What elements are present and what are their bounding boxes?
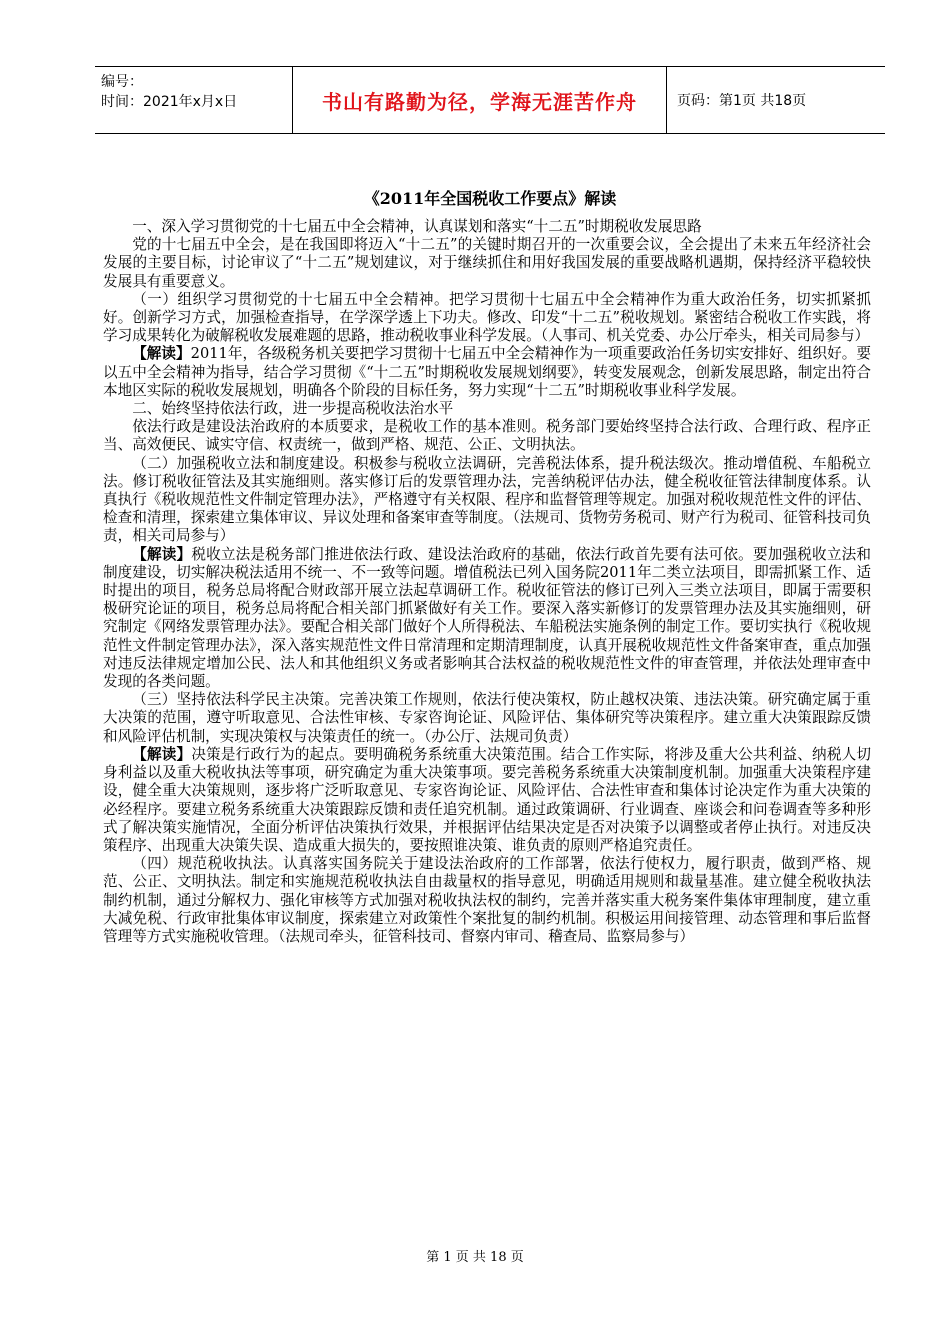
paragraph — [103, 400, 871, 418]
paragraph — [103, 691, 871, 746]
interpretation-label: 【解读】 — [132, 345, 191, 363]
paragraph — [103, 546, 871, 692]
paragraph — [103, 218, 871, 236]
paragraph — [103, 418, 871, 454]
number-label: 编号： — [101, 74, 143, 90]
header-page-info: 页码：第1页 共18页 — [677, 93, 807, 109]
page-header — [95, 66, 885, 134]
paragraph — [103, 291, 871, 346]
paragraph-text: 一、深入学习贯彻党的十七届五中全会精神，认真谋划和落实“十二五”时期税收发展思路 — [132, 218, 702, 235]
page-footer: 第 1 页 共 18 页 — [426, 1250, 524, 1265]
paragraph-text: 二、始终坚持依法行政，进一步提高税收法治水平 — [132, 400, 454, 418]
paragraph-text: 党的十七届五中全会，是在我国即将迈入“十二五”的关键时期召开的一次重要会议，全会提出了未来五年经济社会发展的主要目标，讨论审议了“十二五”规划建议，对于继续抓住和用好我国发展的重要战略机遇期，保持经济平稳较快发展具有重要意义。 — [103, 236, 871, 290]
time-label: 时间：2021年x月x日 — [101, 94, 238, 110]
paragraph-text: （一）组织学习贯彻党的十七届五中全会精神。把学习贯彻十七届五中全会精神作为重大政治任务，切实抓紧抓好。创新学习方式，加强检查指导，在学深学透上下功夫。修改、印发“十二五”税收规划。紧密结合税收工作实践，将学习成果转化为破解税收发展难题的思路，推动税收事业科学发展。（人事司、机关党委、办公厅牵头，相关司局参与） — [103, 290, 871, 345]
paragraph — [103, 236, 871, 291]
paragraph — [103, 855, 871, 946]
paragraph — [103, 746, 871, 855]
document-body — [103, 218, 871, 946]
paragraph-text: （二）加强税收立法和制度建设。积极参与税收立法调研，完善税法体系，提升税法级次。推动增值税、车船税立法。修订税收征管法及其实施细则。落实修订后的发票管理办法，完善纳税评估办法，健全税收征管法律制度体系。认真执行《税收规范性文件制定管理办法》，严格遵守有关权限、程序和监督管理等规定。加强对税收规范性文件的评估、检查和清理，探索建立集体审议、异议处理和备案审查等制度。（法规司、货物劳务税司、财产行为税司、征管科技司负责，相关司局参与） — [103, 454, 871, 545]
header-motto: 书山有路勤为径，学海无涯苦作舟 — [293, 67, 667, 133]
header-meta — [95, 67, 293, 133]
document-title: 《2011年全国税收工作要点》解读 — [363, 189, 617, 208]
paragraph — [103, 345, 871, 400]
paragraph-text: （三）坚持依法科学民主决策。完善决策工作规则，依法行使决策权，防止越权决策、违法决策。研究确定属于重大决策的范围，遵守听取意见、合法性审核、专家咨询论证、风险评估、集体研究等决策程序。建立重大决策跟踪反馈和风险评估机制，实现决策权与决策责任的统一。（办公厅、法规司负责） — [103, 691, 871, 745]
paragraph-text: （四）规范税收执法。认真落实国务院关于建设法治政府的工作部署，依法行使权力，履行职责，做到严格、规范、公正、文明执法。制定和实施规范税收执法自由裁量权的指导意见，明确适用规则和裁量基准。建立健全税收执法制约机制，通过分解权力、强化审核等方式加强对税收执法权的制约，完善并落实重大税务案件集体审理制度，建立重大减免税、行政审批集体审议制度，探索建立对政策性个案批复的制约机制。积极运用间接管理、动态管理和事后监督管理等方式实施税收管理。（法规司牵头，征管科技司、督察内审司、稽查局、监察局参与） — [103, 855, 871, 945]
interpretation-label: 【解读】 — [132, 545, 192, 563]
interpretation-label: 【解读】 — [132, 745, 192, 763]
paragraph-text: 税收立法是税务部门推进依法行政、建设法治政府的基础，依法行政首先要有法可依。要加强税收立法和制度建设，切实解决税法适用不统一、不一致等问题。增值税法已列入国务院2011年二类立法项目，即需抓紧工作、适时提出的项目，税务总局将配合财政部开展立法起草调研工作。税收征管法的修订已列入三类立法项目，即属于需要积极研究论证的项目，税务总局将配合相关部门抓紧做好有关工作。要深入落实新修订的发票管理办法及其实施细则，研究制定《网络发票管理办法》。要配合相关部门做好个人所得税法、车船税法实施条例的制定工作。要切实执行《税收规范性文件制定管理办法》，深入落实规范性文件日常清理和定期清理制度，认真开展税收规范性文件备案审查，重点加强对违反法律规定增加公民、法人和其他组织义务或者影响其合法权益的税收规范性文件的审查管理，并依法处理审查中发现的各类问题。 — [103, 545, 871, 691]
paragraph — [103, 455, 871, 546]
paragraph-text: 依法行政是建设法治政府的本质要求，是税收工作的基本准则。税务部门要始终坚持合法行政、合理行政、程序正当、高效便民、诚实守信、权责统一，做到严格、规范、公正、文明执法。 — [103, 418, 871, 454]
paragraph-text: 2011年，各级税务机关要把学习贯彻十七届五中全会精神作为一项重要政治任务切实安排好、组织好。要以五中全会精神为指导，结合学习贯彻《“十二五”时期税收发展规划纲要》，转变发展观念，创新发展思路，制定出符合本地区实际的税收发展规划，明确各个阶段的目标任务，努力实现“十二五”时期税收事业科学发展。 — [103, 345, 871, 399]
paragraph-text: 决策是行政行为的起点。要明确税务系统重大决策范围。结合工作实际，将涉及重大公共利益、纳税人切身利益以及重大税收执法等事项，研究确定为重大决策事项。要完善税务系统重大决策制度机制。加强重大决策程序建设，健全重大决策规则，逐步将广泛听取意见、专家咨询论证、风险评估、合法性审查和集体讨论决定作为重大决策的必经程序。要建立税务系统重大决策跟踪反馈和责任追究机制。通过政策调研、行业调查、座谈会和问卷调查等多种形式了解决策实施情况，全面分析评估决策执行效果，并根据评估结果决定是否对决策予以调整或者停止执行。对违反决策程序、出现重大决策失误、造成重大损失的，要按照谁决策、谁负责的原则严格追究责任。 — [103, 745, 871, 854]
